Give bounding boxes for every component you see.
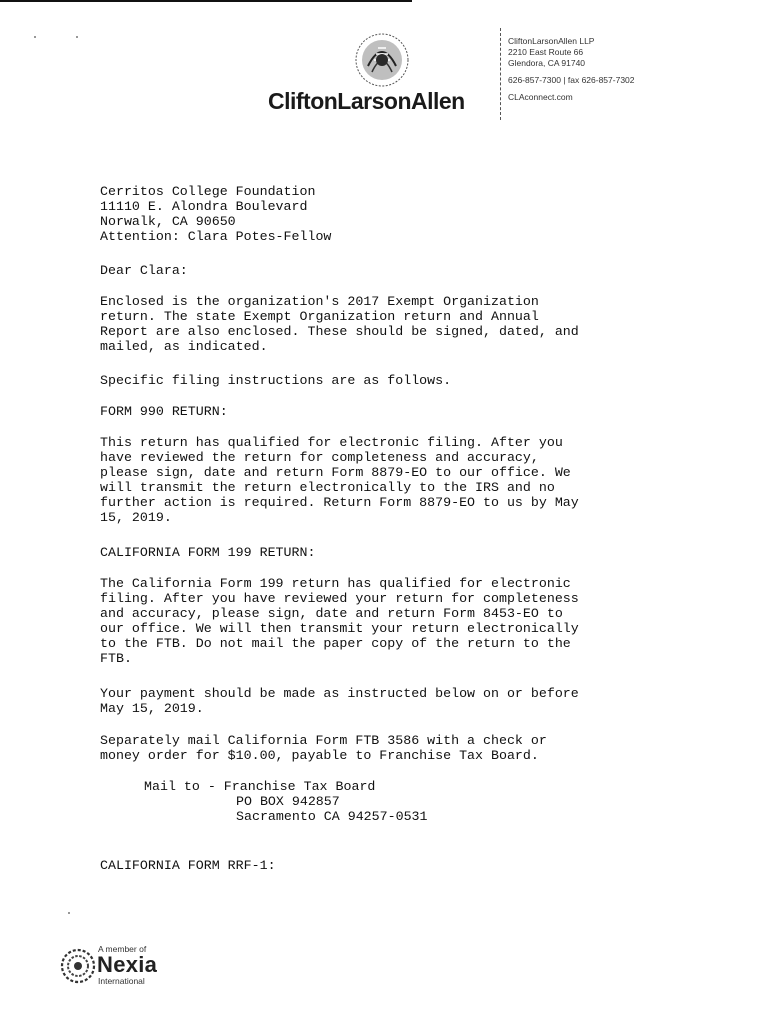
top-edge-line (0, 0, 412, 2)
recipient-address (100, 184, 680, 244)
recipient-line: Attention: Clara Potes-Fellow (100, 229, 332, 244)
recipient-line: 11110 E. Alondra Boulevard (100, 199, 308, 214)
paragraph-line: filing. After you have reviewed your return for completeness (100, 591, 579, 606)
paragraph-line: money order for $10.00, payable to Franchise Tax Board. (100, 748, 539, 763)
scan-speck (34, 36, 36, 38)
paragraph-line: please sign, date and return Form 8879-EO to our office. We (100, 465, 571, 480)
paragraph-line: mailed, as indicated. (100, 339, 268, 354)
paragraph-line: Report are also enclosed. These should be signed, dated, and (100, 324, 579, 339)
paragraph-line: Your payment should be made as instructed below on or before (100, 686, 579, 701)
mail-to-address-line: Sacramento CA 94257-0531 (236, 809, 428, 824)
firm-address-block (508, 36, 635, 103)
instructions-line: Specific filing instructions are as follows. (100, 373, 452, 388)
rrf1-heading: CALIFORNIA FORM RRF-1: (100, 858, 276, 873)
firm-address-line: Glendora, CA 91740 (508, 58, 586, 68)
ftb-paragraph (100, 733, 680, 763)
firm-logo-name: CliftonLarsonAllen (268, 88, 465, 114)
intro-paragraph (100, 294, 680, 354)
firm-website: CLAconnect.com (508, 92, 573, 102)
header-divider (500, 28, 501, 120)
mail-to-label: Mail to - Franchise Tax Board (144, 779, 376, 794)
form990-paragraph (100, 435, 680, 525)
paragraph-line: return. The state Exempt Organization return and Annual (100, 309, 539, 324)
paragraph-line: Separately mail California Form FTB 3586 with a check or (100, 733, 547, 748)
mail-to-address-line: PO BOX 942857 (236, 794, 340, 809)
paragraph-line: The California Form 199 return has qualified for electronic (100, 576, 571, 591)
paragraph-line: further action is required. Return Form 8879-EO to us by May (100, 495, 579, 510)
scan-speck (68, 912, 70, 914)
firm-phone-fax: 626-857-7300 | fax 626-857-7302 (508, 75, 635, 85)
nexia-member-of: A member of (98, 944, 147, 954)
paragraph-line: will transmit the return electronically to the IRS and no (100, 480, 555, 495)
paragraph-line: to the FTB. Do not mail the paper copy of the return to the (100, 636, 571, 651)
form990-heading: FORM 990 RETURN: (100, 404, 228, 419)
firm-address-line: CliftonLarsonAllen LLP (508, 36, 595, 46)
paragraph-line: This return has qualified for electronic filing. After you (100, 435, 563, 450)
nexia-name: Nexia (97, 952, 158, 977)
scan-speck (76, 36, 78, 38)
nexia-international: International (98, 976, 145, 986)
paragraph-line: our office. We will then transmit your return electronically (100, 621, 579, 636)
paragraph-line: Enclosed is the organization's 2017 Exempt Organization (100, 294, 539, 309)
form199-heading: CALIFORNIA FORM 199 RETURN: (100, 545, 316, 560)
recipient-line: Norwalk, CA 90650 (100, 214, 236, 229)
payment-paragraph (100, 686, 680, 716)
form199-paragraph (100, 576, 680, 666)
greeting: Dear Clara: (100, 263, 188, 278)
paragraph-line: FTB. (100, 651, 132, 666)
cla-logo-icon (354, 32, 410, 88)
recipient-line: Cerritos College Foundation (100, 184, 316, 199)
paragraph-line: May 15, 2019. (100, 701, 204, 716)
firm-address-line: 2210 East Route 66 (508, 47, 584, 57)
paragraph-line: and accuracy, please sign, date and return Form 8453-EO to (100, 606, 563, 621)
paragraph-line: 15, 2019. (100, 510, 172, 525)
paragraph-line: have reviewed the return for completeness and accuracy, (100, 450, 539, 465)
nexia-logo-icon (60, 948, 96, 984)
